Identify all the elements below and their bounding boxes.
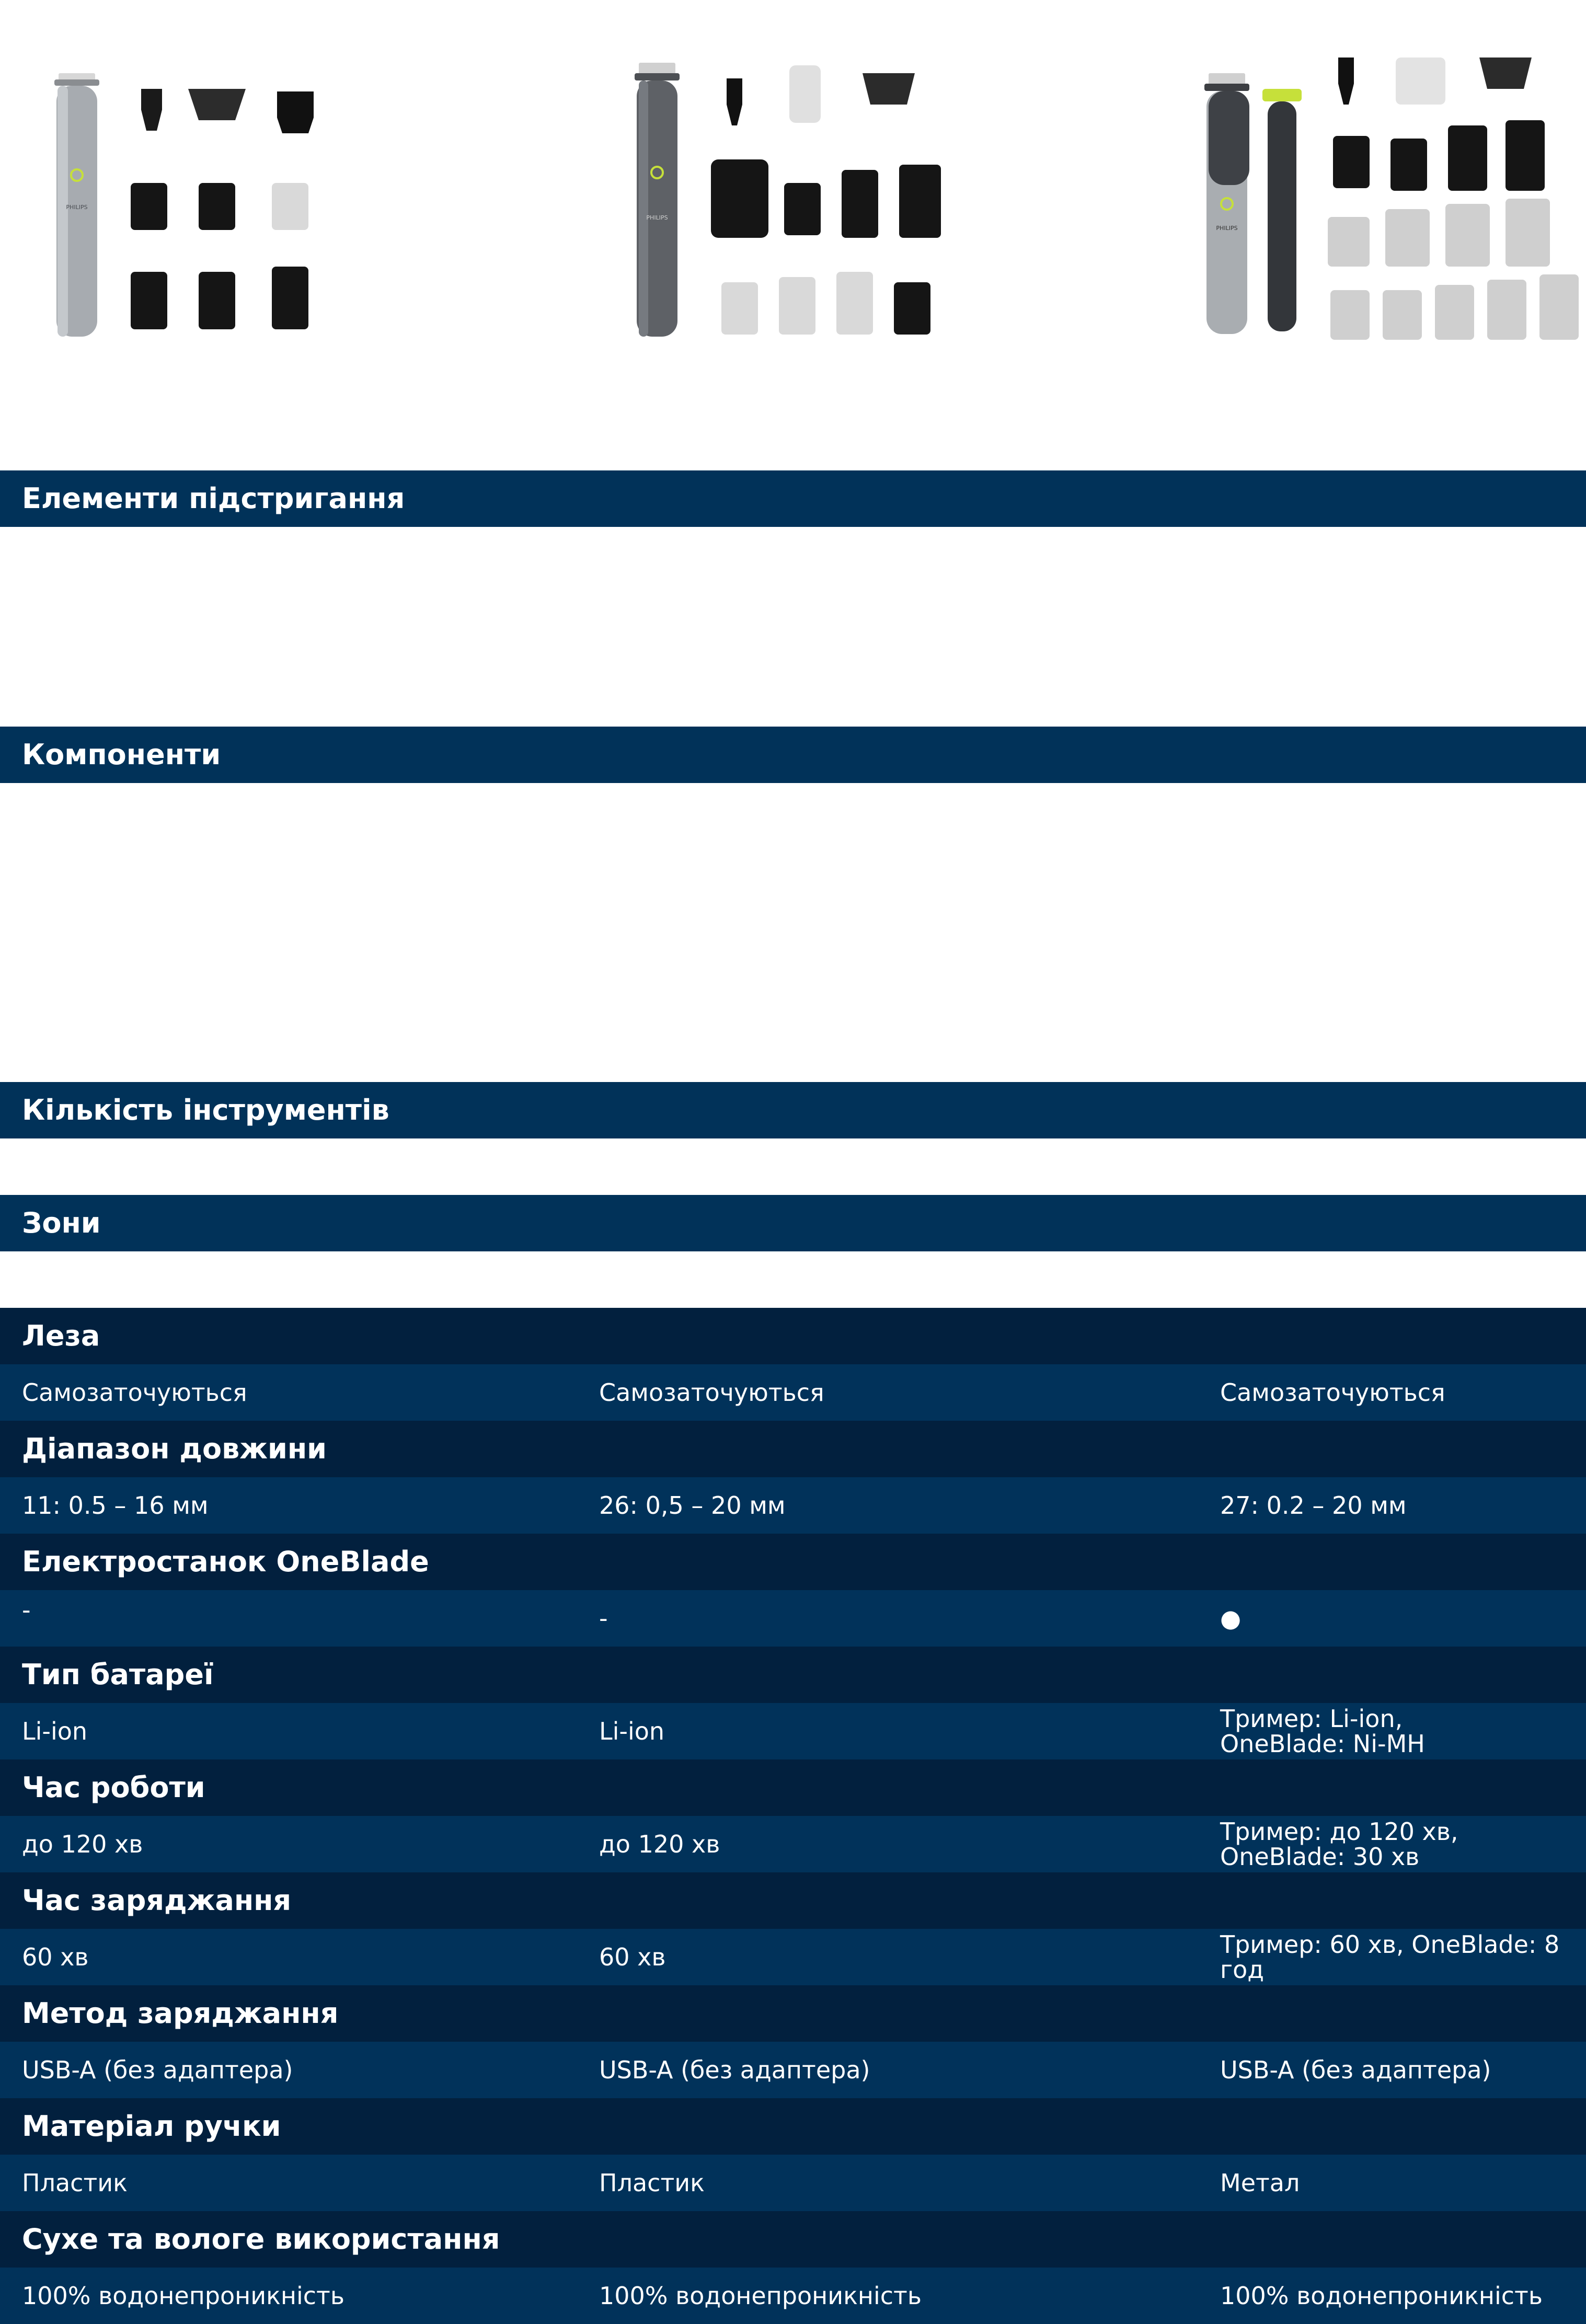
spec-value: Li-ion [599, 1717, 665, 1745]
product-1-kit-illustration [47, 52, 340, 345]
spec-row-wet-dry [0, 2268, 1586, 2324]
spec-value: 27: 0.2 – 20 мм [1220, 1491, 1407, 1520]
spec-value: 100% водонепроникність [1220, 2281, 1543, 2310]
product-1-brand: PHILIPS [66, 204, 88, 211]
spec-label-length-range: Діапазон довжини [0, 1421, 1586, 1477]
product-2-image [627, 52, 951, 345]
spec-value: USB-A (без адаптера) [22, 2055, 293, 2084]
spec-value: 26: 0,5 – 20 мм [599, 1491, 786, 1520]
spec-row-charge-method [0, 2042, 1586, 2098]
spec-value: - [599, 1604, 608, 1632]
section-tool-count: Кількість інструментів [0, 1082, 1586, 1138]
spec-value-dot: ● [1220, 1604, 1242, 1632]
section-zones: Зони [0, 1195, 1586, 1251]
spec-row-length-range [0, 1477, 1586, 1534]
spec-value: 60 хв [599, 1942, 666, 1971]
product-3-image [1197, 52, 1584, 345]
product-3-brand: PHILIPS [1216, 225, 1238, 232]
section-components: Компоненти [0, 727, 1586, 783]
spec-value: 60 хв [22, 1942, 89, 1971]
spec-value: USB-A (без адаптера) [1220, 2055, 1491, 2084]
product-2-brand: PHILIPS [646, 214, 668, 221]
spec-row-oneblade [0, 1590, 1586, 1647]
spec-value: Самозаточуються [1220, 1378, 1445, 1407]
spec-label-handle-material: Матеріал ручки [0, 2098, 1586, 2155]
spec-value: Тример: до 120 хв, OneBlade: 30 хв [1220, 1817, 1458, 1871]
spec-value: Самозаточуються [22, 1378, 247, 1407]
spec-label-wet-dry: Сухе та вологе використання [0, 2211, 1586, 2268]
product-2-kit-illustration [627, 52, 951, 345]
spec-value: - [22, 1596, 31, 1624]
spec-label-oneblade: Електростанок OneBlade [0, 1534, 1586, 1590]
spec-label-run-time: Час роботи [0, 1759, 1586, 1816]
spec-value: 100% водонепроникність [22, 2281, 344, 2310]
spec-row-blades [0, 1364, 1586, 1421]
spec-value: 11: 0.5 – 16 мм [22, 1491, 209, 1520]
product-1-image [47, 52, 340, 345]
spec-label-charge-time: Час заряджання [0, 1872, 1586, 1929]
spec-value: до 120 хв [22, 1830, 143, 1858]
spec-row-charge-time [0, 1929, 1586, 1985]
spec-label-battery-type: Тип батареї [0, 1647, 1586, 1703]
spec-row-run-time [0, 1816, 1586, 1872]
spec-value: Пластик [599, 2168, 705, 2197]
spec-value: Метал [1220, 2168, 1300, 2197]
spec-label-blades: Леза [0, 1308, 1586, 1364]
spec-value: Самозаточуються [599, 1378, 824, 1407]
spec-value: USB-A (без адаптера) [599, 2055, 870, 2084]
section-trimming-elements: Елементи підстригання [0, 470, 1586, 527]
product-images-row [0, 0, 1586, 470]
spec-label-charge-method: Метод заряджання [0, 1985, 1586, 2042]
spec-value: Пластик [22, 2168, 128, 2197]
spec-value: до 120 хв [599, 1830, 720, 1858]
spec-value: 100% водонепроникність [599, 2281, 922, 2310]
spec-table [0, 1308, 1586, 2324]
spec-value: Тример: 60 хв, OneBlade: 8 год [1220, 1930, 1560, 1984]
product-3-kit-illustration [1197, 52, 1584, 345]
spec-value: Li-ion [22, 1717, 88, 1745]
spec-row-handle-material [0, 2155, 1586, 2211]
spec-row-battery-type [0, 1703, 1586, 1759]
spec-value: Тример: Li-ion, OneBlade: Ni-MH [1220, 1704, 1425, 1758]
